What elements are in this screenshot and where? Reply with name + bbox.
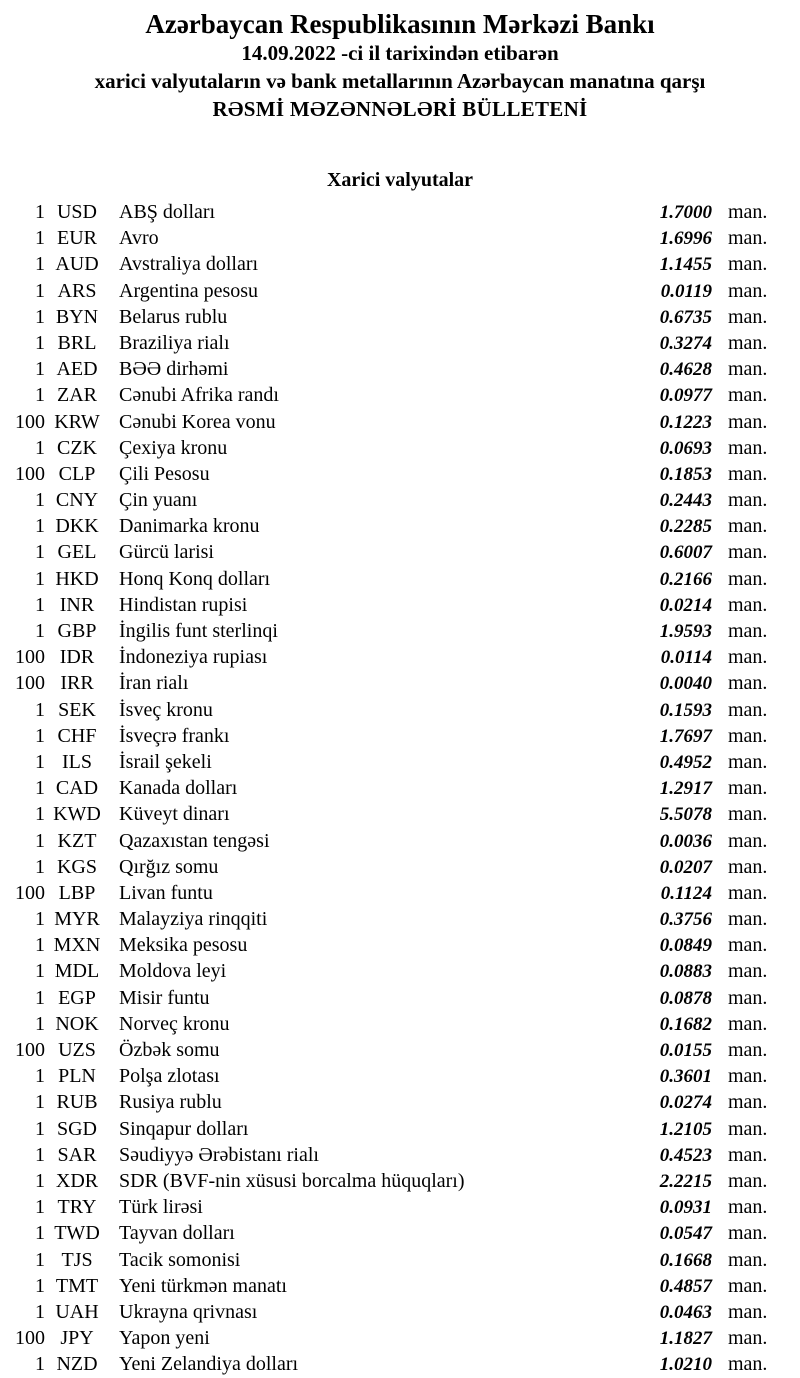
rate-cell: 0.6735 [659,306,712,328]
qty-cell: 1 [35,305,45,328]
table-row [0,409,772,435]
name-cell: Kanada dolları [119,777,238,800]
effective-date-line: 14.09.2022 -ci il tarixindən etibarən [241,41,559,65]
name-cell: Avstraliya dolları [119,253,259,276]
rate-cell: 0.1593 [659,699,712,721]
code-cell: KGS [56,855,97,878]
unit-cell: man. [728,1196,768,1219]
name-cell: Livan funtu [119,881,213,904]
table-row [0,1220,772,1246]
name-cell: Polşa zlotası [119,1065,220,1088]
table-row [0,435,772,461]
qty-cell: 100 [15,410,45,433]
rate-cell: 0.0214 [659,594,712,616]
qty-cell: 1 [35,331,45,354]
qty-cell: 1 [35,1222,45,1245]
rate-cell: 0.0114 [660,647,712,669]
table-row [0,723,772,749]
name-cell: Moldova leyi [119,960,227,983]
code-cell: CHF [57,724,97,747]
unit-cell: man. [728,567,768,590]
rate-cell: 0.0931 [659,1197,712,1219]
code-cell: MDL [54,960,100,983]
table-row [0,1116,772,1142]
table-row [0,854,772,880]
unit-cell: man. [728,384,768,407]
qty-cell: 1 [35,698,45,721]
qty-cell: 1 [35,1117,45,1140]
unit-cell: man. [728,986,768,1009]
code-cell: NZD [56,1353,98,1376]
unit-cell: man. [728,279,768,302]
unit-cell: man. [728,1327,768,1350]
qty-cell: 1 [35,986,45,1009]
unit-cell: man. [728,1222,768,1245]
rate-cell: 0.1853 [659,463,712,485]
unit-cell: man. [728,960,768,983]
qty-cell: 1 [35,855,45,878]
code-cell: BYN [55,305,99,328]
table-row [0,775,772,801]
table-row [0,278,772,304]
rate-cell: 1.0210 [659,1354,712,1376]
name-cell: Belarus rublu [119,305,228,328]
table-row [0,906,772,932]
rate-cell: 0.0119 [660,280,712,302]
name-cell: Tayvan dolları [119,1222,235,1245]
unit-cell: man. [728,934,768,957]
name-cell: Yapon yeni [119,1327,210,1350]
table-row [0,356,772,382]
qty-cell: 1 [35,934,45,957]
qty-cell: 1 [35,489,45,512]
unit-cell: man. [728,777,768,800]
name-cell: Qırğız somu [119,855,219,878]
table-row [0,1325,772,1351]
qty-cell: 1 [35,1169,45,1192]
rate-cell: 0.0207 [659,856,712,878]
unit-cell: man. [728,1353,768,1376]
unit-cell: man. [728,1274,768,1297]
qty-cell: 1 [35,960,45,983]
code-cell: MYR [54,908,100,931]
qty-cell: 1 [35,1248,45,1271]
unit-cell: man. [728,1091,768,1114]
name-cell: Avro [119,227,159,250]
unit-cell: man. [728,620,768,642]
qty-cell: 1 [35,384,45,407]
name-cell: Qazaxıstan tengəsi [119,829,270,852]
rate-cell: 0.4628 [659,359,712,381]
name-cell: Gürcü larisi [119,541,214,564]
rate-cell: 1.1455 [659,254,712,276]
code-cell: AED [56,358,98,381]
name-cell: İsrail şekeli [119,750,212,773]
unit-cell: man. [728,1300,768,1323]
rate-cell: 0.2443 [659,490,712,512]
qty-cell: 100 [15,672,45,695]
code-cell: TJS [61,1248,93,1271]
rate-cell: 0.0878 [659,987,712,1009]
qty-cell: 1 [35,279,45,302]
qty-cell: 1 [35,1196,45,1219]
rate-cell: 0.4952 [659,751,712,773]
code-cell: AUD [55,253,99,276]
code-cell: ILS [62,750,92,773]
code-cell: ARS [57,279,97,302]
table-row [0,1011,772,1037]
rate-cell: 0.0463 [659,1301,712,1323]
rate-cell: 1.1827 [659,1328,712,1350]
table-row [0,382,772,408]
unit-cell: man. [728,1143,768,1166]
table-row [0,1063,772,1089]
qty-cell: 1 [35,436,45,459]
unit-cell: man. [728,698,768,721]
rate-cell: 0.1682 [659,1013,712,1035]
name-cell: Türk lirəsi [119,1196,203,1219]
unit-cell: man. [728,646,768,669]
code-cell: KZT [57,829,97,852]
code-cell: UAH [55,1300,99,1323]
unit-cell: man. [728,855,768,878]
table-row [0,749,772,775]
table-row [0,1273,772,1299]
name-cell: Yeni türkmən manatı [119,1274,287,1297]
code-cell: KWD [53,803,101,826]
section-title-foreign-currencies: Xarici valyutalar [326,169,474,191]
rate-cell: 0.0040 [659,673,712,695]
qty-cell: 1 [35,227,45,250]
code-cell: TRY [57,1196,97,1219]
table-row [0,1351,772,1377]
unit-cell: man. [728,908,768,931]
unit-cell: man. [728,1117,768,1140]
unit-cell: man. [728,1169,768,1192]
unit-cell: man. [728,227,768,250]
unit-cell: man. [728,829,768,852]
name-cell: İran rialı [119,672,189,695]
name-cell: İsveçrə frankı [119,724,230,747]
qty-cell: 1 [35,515,45,538]
table-row [0,985,772,1011]
rate-cell: 0.2166 [659,568,712,590]
rate-cell: 1.9593 [659,621,712,642]
name-cell: Çili Pesosu [119,462,210,485]
rate-cell: 0.3756 [659,909,712,931]
code-cell: HKD [55,567,99,590]
rate-cell: 0.2285 [659,516,712,538]
rate-cell: 0.0883 [659,961,712,983]
unit-cell: man. [728,803,768,826]
rate-cell: 0.0693 [659,437,712,459]
code-cell: RUB [56,1091,98,1114]
name-cell: Cənubi Afrika randı [119,384,279,407]
code-cell: ZAR [57,384,97,407]
name-cell: Sinqapur dolları [119,1117,249,1140]
qty-cell: 1 [35,1091,45,1114]
qty-cell: 1 [35,620,45,642]
table-row [0,461,772,487]
unit-cell: man. [728,436,768,459]
rate-cell: 1.2917 [659,778,712,800]
unit-cell: man. [728,410,768,433]
name-cell: Ukrayna qrivnası [119,1300,258,1323]
table-row [0,1194,772,1220]
unit-cell: man. [728,358,768,381]
table-row [0,932,772,958]
rate-cell: 0.4857 [659,1275,712,1297]
code-cell: CZK [57,436,97,459]
qty-cell: 1 [35,201,45,223]
qty-cell: 100 [15,646,45,669]
qty-cell: 1 [35,541,45,564]
code-cell: PLN [58,1065,96,1088]
qty-cell: 1 [35,829,45,852]
unit-cell: man. [728,1039,768,1061]
name-cell: Tacik somonisi [119,1248,241,1271]
name-cell: Malayziya rinqqiti [119,908,268,931]
bulletin-subtitle: xarici valyutaların və bank metallarının Azərbaycan manatına qarşı [94,69,706,93]
rate-cell: 0.1223 [659,411,712,433]
name-cell: Danimarka kronu [119,515,260,538]
table-row [0,644,772,670]
code-cell: CNY [55,489,99,512]
bank-title: Azərbaycan Respublikasının Mərkəzi Bankı [145,9,655,39]
code-cell: EGP [58,986,96,1009]
unit-cell: man. [728,593,768,616]
qty-cell: 1 [35,593,45,616]
table-row [0,566,772,592]
table-row [0,1142,772,1168]
name-cell: İndoneziya rupiası [119,646,268,669]
unit-cell: man. [728,305,768,328]
bulletin-header [0,0,800,123]
table-row [0,1247,772,1273]
name-cell: Meksika pesosu [119,934,248,957]
unit-cell: man. [728,750,768,773]
unit-cell: man. [728,672,768,695]
qty-cell: 1 [35,1012,45,1035]
code-cell: INR [59,593,95,616]
unit-cell: man. [728,1012,768,1035]
table-row [0,592,772,618]
table-row [0,330,772,356]
name-cell: Yeni Zelandiya dolları [119,1353,299,1376]
rate-cell: 0.6007 [659,542,712,564]
unit-cell: man. [728,881,768,904]
unit-cell: man. [728,253,768,276]
code-cell: IRR [60,672,94,695]
qty-cell: 100 [15,462,45,485]
code-cell: NOK [55,1012,99,1035]
rate-cell: 5.5078 [659,804,712,826]
code-cell: JPY [60,1327,94,1350]
table-row [0,225,772,251]
code-cell: USD [56,201,97,223]
rate-cell: 0.0547 [659,1223,712,1245]
table-row [0,618,772,644]
name-cell: Misir funtu [119,986,210,1009]
qty-cell: 100 [15,1327,45,1350]
rates-table [0,199,800,1377]
rate-cell: 0.1668 [659,1249,712,1271]
rate-cell: 0.3601 [659,1066,712,1088]
qty-cell: 1 [35,358,45,381]
qty-cell: 1 [35,908,45,931]
table-row [0,1037,772,1063]
name-cell: Səudiyyə Ərəbistanı rialı [119,1143,319,1166]
table-row [0,199,772,225]
name-cell: Braziliya rialı [119,331,230,354]
table-row [0,697,772,723]
unit-cell: man. [728,1065,768,1088]
code-cell: SGD [56,1117,97,1140]
rate-cell: 0.1124 [660,882,712,904]
rate-cell: 1.2105 [659,1118,712,1140]
code-cell: CAD [55,777,99,800]
table-row [0,958,772,984]
code-cell: GBP [57,620,97,642]
table-row [0,1299,772,1325]
table-row [0,801,772,827]
qty-cell: 1 [35,253,45,276]
code-cell: EUR [57,227,97,250]
table-row [0,251,772,277]
name-cell: ABŞ dolları [119,201,216,223]
rate-cell: 0.4523 [659,1144,712,1166]
qty-cell: 100 [15,881,45,904]
rate-cell: 2.2215 [659,1170,712,1192]
table-row [0,513,772,539]
unit-cell: man. [728,331,768,354]
unit-cell: man. [728,515,768,538]
name-cell: Rusiya rublu [119,1091,222,1114]
rate-cell: 1.7697 [659,725,712,747]
qty-cell: 100 [15,1039,45,1061]
table-row [0,828,772,854]
name-cell: BƏƏ dirhəmi [119,358,229,381]
name-cell: Argentina pesosu [119,279,259,302]
rate-cell: 0.0274 [659,1092,712,1114]
qty-cell: 1 [35,1353,45,1376]
rate-cell: 0.0849 [659,935,712,957]
code-cell: CLP [58,462,96,485]
bulletin-title: RƏSMİ MƏZƏNNƏLƏRİ BÜLLETENİ [212,97,588,121]
name-cell: Norveç kronu [119,1012,230,1035]
code-cell: LBP [58,881,96,904]
name-cell: İsveç kronu [119,698,213,721]
code-cell: GEL [57,541,97,564]
name-cell: SDR (BVF-nin xüsusi borcalma hüquqları) [119,1169,465,1192]
qty-cell: 1 [35,1274,45,1297]
code-cell: SAR [57,1143,97,1166]
name-cell: İngilis funt sterlinqi [119,620,278,642]
rate-cell: 0.3274 [659,332,712,354]
qty-cell: 1 [35,750,45,773]
name-cell: Hindistan rupisi [119,593,248,616]
unit-cell: man. [728,201,768,223]
code-cell: TWD [54,1222,100,1245]
table-row [0,880,772,906]
unit-cell: man. [728,462,768,485]
qty-cell: 1 [35,1300,45,1323]
qty-cell: 1 [35,777,45,800]
code-cell: KRW [54,410,100,433]
rate-cell: 1.6996 [659,228,712,250]
qty-cell: 1 [35,1143,45,1166]
name-cell: Özbək somu [119,1039,220,1061]
rate-cell: 1.7000 [659,202,712,223]
table-row [0,539,772,565]
name-cell: Cənubi Korea vonu [119,410,276,433]
code-cell: TMT [55,1274,99,1297]
unit-cell: man. [728,541,768,564]
rate-cell: 0.0155 [659,1040,712,1061]
rate-cell: 0.0036 [659,830,712,852]
unit-cell: man. [728,1248,768,1271]
unit-cell: man. [728,724,768,747]
table-row [0,304,772,330]
code-cell: BRL [57,331,97,354]
name-cell: Çexiya kronu [119,436,228,459]
table-row [0,1089,772,1115]
code-cell: IDR [59,646,95,669]
qty-cell: 1 [35,567,45,590]
qty-cell: 1 [35,803,45,826]
qty-cell: 1 [35,1065,45,1088]
rate-cell: 0.0977 [659,385,712,407]
code-cell: SEK [58,698,96,721]
name-cell: Honq Konq dolları [119,567,271,590]
table-row [0,670,772,696]
qty-cell: 1 [35,724,45,747]
table-row [0,1168,772,1194]
table-row [0,487,772,513]
name-cell: Çin yuanı [119,489,198,512]
code-cell: MXN [53,934,101,957]
code-cell: XDR [55,1169,99,1192]
code-cell: DKK [55,515,99,538]
code-cell: UZS [58,1039,96,1061]
unit-cell: man. [728,489,768,512]
name-cell: Küveyt dinarı [119,803,230,826]
